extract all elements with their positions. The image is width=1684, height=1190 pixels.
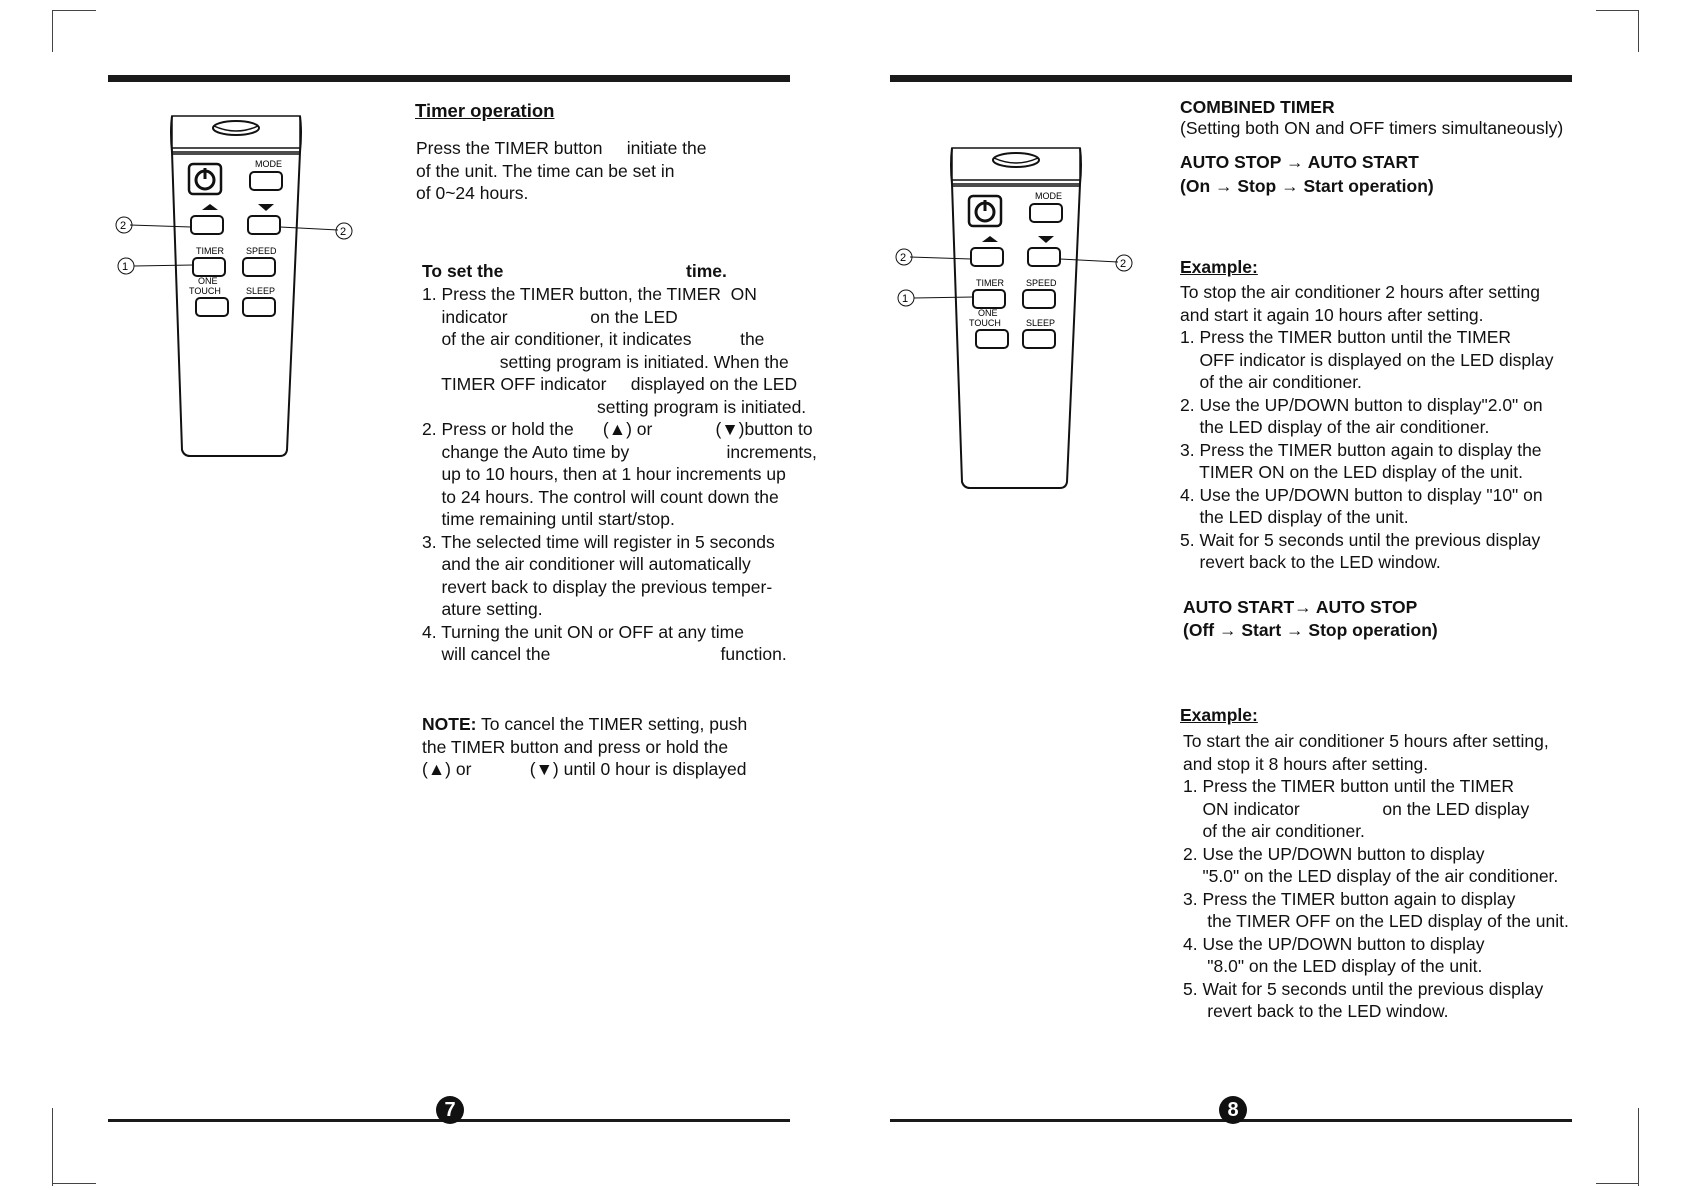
example-line: ON indicator on the LED display	[1183, 798, 1530, 819]
sleep-label: SLEEP	[246, 286, 276, 296]
example-line: 4. Use the UP/DOWN button to display	[1183, 933, 1485, 954]
callout-2: 2	[340, 226, 347, 238]
crop-mark-top-left	[52, 10, 96, 11]
step-line: will cancel the function.	[422, 644, 787, 664]
crop-mark-top-left	[52, 10, 53, 52]
mode-label: MODE	[1035, 191, 1062, 201]
touch-label: TOUCH	[969, 318, 1001, 328]
callout-2: 2	[120, 220, 127, 232]
example-line: the LED display of the unit.	[1180, 507, 1409, 527]
example-line: 1. Press the TIMER button until the TIMER	[1183, 776, 1515, 796]
step-line: TIMER OFF indicator displayed on the LED	[422, 374, 798, 394]
crop-mark-bottom-right	[1596, 1183, 1638, 1184]
sleep-label: SLEEP	[1026, 318, 1056, 328]
step-line: ature setting.	[422, 599, 543, 619]
page7-title: Timer operation	[415, 100, 555, 121]
example-line: and start it again 10 hours after setting.	[1180, 304, 1484, 325]
step-line: 4. Turning the unit ON or OFF at any time	[422, 621, 744, 642]
crop-mark-top-right	[1638, 10, 1639, 52]
page7-top-rule	[108, 75, 790, 82]
step-line: change the Auto time by increments,	[422, 441, 817, 462]
remote-control-illustration	[110, 112, 360, 462]
example-line: 2. Use the UP/DOWN button to display"2.0" on	[1180, 394, 1543, 415]
timer-label: TIMER	[196, 246, 224, 256]
step-line: 2. Press or hold the (▲) or (▼)button to	[422, 419, 813, 439]
example-line: TIMER ON on the LED display of the unit.	[1180, 462, 1524, 482]
intro-line: Press the TIMER button initiate the	[416, 138, 707, 158]
intro-line: of the unit. The time can be set in	[416, 160, 675, 181]
step-line: 3. The selected time will register in 5 seconds	[422, 531, 775, 552]
crop-mark-bottom-right	[1638, 1108, 1639, 1186]
page-number-8: 8	[1219, 1096, 1247, 1124]
step-line: revert back to display the previous temper-	[422, 576, 773, 597]
example-line: 5. Wait for 5 seconds until the previous display	[1183, 978, 1544, 999]
example-line: 2. Use the UP/DOWN button to display	[1183, 843, 1485, 864]
example-line: 1. Press the TIMER button until the TIMER	[1180, 327, 1512, 347]
page7-intro	[416, 137, 707, 205]
remote-control-illustration	[890, 144, 1140, 494]
callout-1: 1	[122, 261, 129, 273]
speed-label: SPEED	[1026, 278, 1057, 288]
crop-mark-bottom-left	[52, 1108, 53, 1186]
page7-steps	[422, 283, 817, 666]
step-line: time remaining until start/stop.	[422, 509, 675, 529]
example-line: revert back to the LED window.	[1183, 1001, 1449, 1021]
set-heading-end: time.	[686, 261, 727, 281]
step-line: and the air conditioner will automatically	[422, 554, 751, 574]
mode-label: MODE	[255, 159, 282, 169]
step-line: up to 10 hours, then at 1 hour increments up	[422, 464, 786, 484]
example-line: of the air conditioner.	[1183, 821, 1365, 841]
example-1-text	[1180, 281, 1554, 574]
step-line: 1. Press the TIMER button, the TIMER ON	[422, 284, 757, 304]
one-label: ONE	[198, 276, 218, 286]
example-line: and stop it 8 hours after setting.	[1183, 753, 1429, 774]
note-line: To cancel the TIMER setting, push	[476, 714, 748, 734]
example-line: 5. Wait for 5 seconds until the previous display	[1180, 529, 1541, 550]
example-line: To start the air conditioner 5 hours after setting,	[1183, 731, 1549, 751]
example-label: Example:	[1180, 257, 1258, 277]
combined-timer-title: COMBINED TIMER	[1180, 97, 1335, 117]
combined-timer-subtitle: (Setting both ON and OFF timers simultaneously)	[1180, 118, 1564, 138]
speed-label: SPEED	[246, 246, 277, 256]
step-line: setting program is initiated. When the	[422, 351, 789, 372]
note-line: the TIMER button and press or hold the	[422, 736, 729, 757]
callout-2: 2	[1120, 258, 1127, 270]
callout-1: 1	[902, 293, 909, 305]
touch-label: TOUCH	[189, 286, 221, 296]
page7-note	[422, 713, 747, 781]
step-line: indicator on the LED	[422, 306, 678, 327]
step-line: setting program is initiated.	[422, 396, 807, 417]
example-line: "8.0" on the LED display of the unit.	[1183, 956, 1483, 976]
example-line: of the air conditioner.	[1180, 372, 1362, 392]
example-line: To stop the air conditioner 2 hours after setting	[1180, 282, 1540, 302]
set-heading-start: To set the	[422, 261, 504, 281]
note-line: (▲) or (▼) until 0 hour is displayed	[422, 759, 747, 779]
example-line: 3. Press the TIMER button again to display the	[1180, 439, 1542, 460]
crop-mark-bottom-left	[52, 1183, 96, 1184]
step-line: to 24 hours. The control will count down the	[422, 486, 779, 507]
example-line: 3. Press the TIMER button again to display	[1183, 888, 1516, 909]
example-line: 4. Use the UP/DOWN button to display "10" on	[1180, 484, 1543, 505]
example-line: OFF indicator is displayed on the LED display	[1180, 349, 1554, 370]
page8-top-rule	[890, 75, 1572, 82]
example-line: revert back to the LED window.	[1180, 552, 1441, 572]
page-number-7: 7	[436, 1096, 464, 1124]
timer-label: TIMER	[976, 278, 1004, 288]
auto-start-stop-subheading: (Off → Start → Stop operation)	[1183, 620, 1438, 640]
callout-2: 2	[900, 252, 907, 264]
intro-line: of 0~24 hours.	[416, 183, 529, 203]
example-line: the TIMER OFF on the LED display of the unit.	[1183, 911, 1569, 931]
one-label: ONE	[978, 308, 998, 318]
auto-start-stop-heading: AUTO START→ AUTO STOP	[1183, 597, 1418, 617]
example-2-text	[1183, 730, 1569, 1023]
step-line: of the air conditioner, it indicates the	[422, 329, 765, 349]
example-label: Example:	[1180, 705, 1258, 725]
example-line: the LED display of the air conditioner.	[1180, 417, 1490, 437]
auto-stop-start-heading: AUTO STOP → AUTO START	[1180, 152, 1419, 172]
crop-mark-top-right	[1596, 10, 1638, 11]
example-line: "5.0" on the LED display of the air conditioner.	[1183, 866, 1559, 886]
auto-stop-start-subheading: (On → Stop → Start operation)	[1180, 176, 1434, 196]
note-label: NOTE:	[422, 714, 477, 734]
